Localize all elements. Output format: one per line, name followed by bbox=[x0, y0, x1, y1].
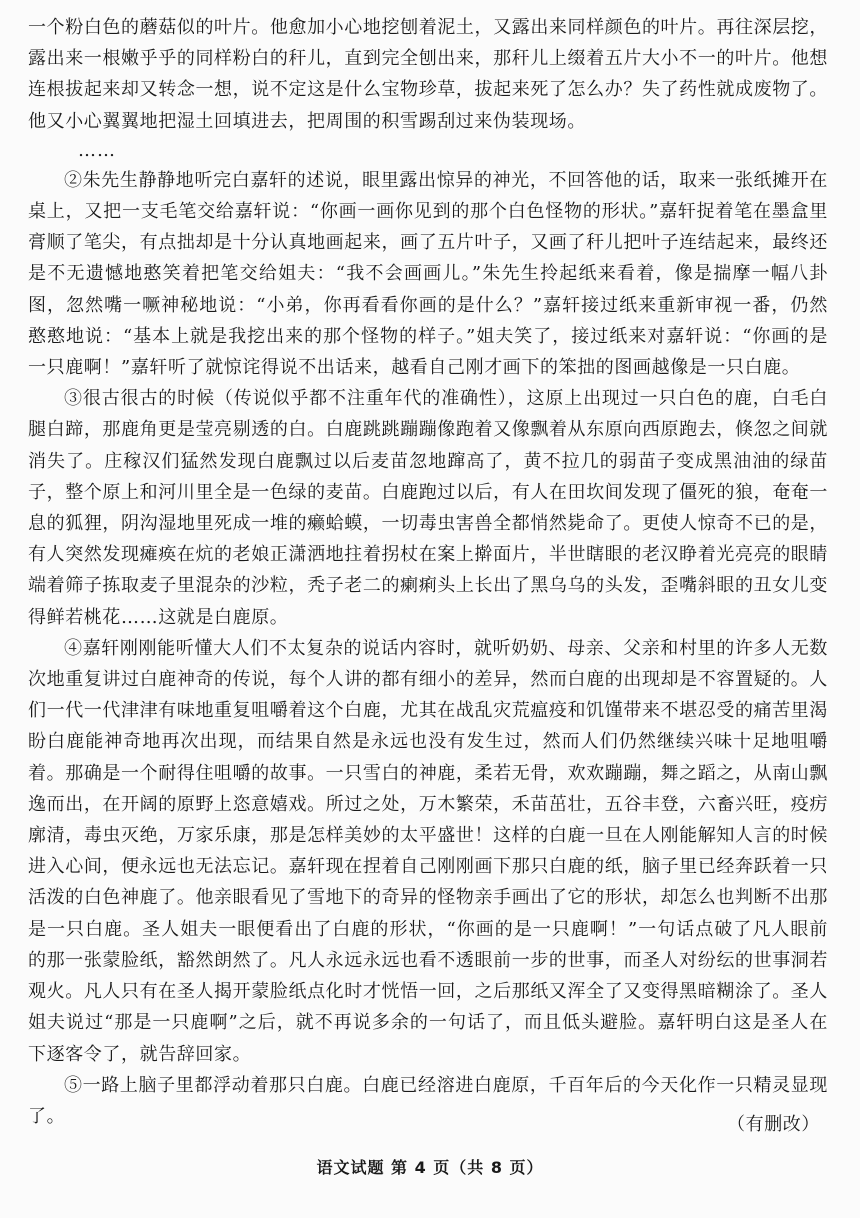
passage-body bbox=[28, 12, 828, 1132]
abridged-note: （有删改） bbox=[727, 1114, 820, 1135]
paragraph-2: ②朱先生静静地听完白嘉轩的述说，眼里露出惊异的神光，不回答他的话，取来一张纸摊开在桌上，又把一支毛笔交给嘉轩说：“你画一画你见到的那个白色怪物的形状。”嘉轩捉着笔在墨盒里膏顺了笔尖，有点拙却是十分认真地画起来，画了五片叶子，又画了秆儿把叶子连结起来，最终还是不无遗憾地憨笑着把笔交给姐夫：“我不会画画儿。”朱先生拎起纸来看着，像是揣摩一幅八卦图，忽然嘴一噘神秘地说：“小弟，你再看看你画的是什么？”嘉轩接过纸来重新审视一番，仍然憨憨地说：“基本上就是我挖出来的那个怪物的样子。”姐夫笑了，接过纸来对嘉轩说：“你画的是一只鹿啊！”嘉轩听了就惊诧得说不出话来，越看自己刚才画下的笨拙的图画越像是一只白鹿。 bbox=[28, 169, 828, 379]
ellipsis-line: …… bbox=[78, 139, 116, 161]
paragraph-4: ④嘉轩刚刚能听懂大人们不太复杂的说话内容时，就听奶奶、母亲、父亲和村里的许多人无数次地重复讲过白鹿神奇的传说，每个人讲的都有细小的差异，然而白鹿的出现却是不容置疑的。人们一代一代津津有味地重复咀嚼着这个白鹿，尤其在战乱灾荒瘟疫和饥馑带来不堪忍受的痛苦里渴盼白鹿能神奇地再次出现，而结果自然是永远也没有发生过，然而人们仍然继续兴味十足地咀嚼着。那确是一个耐得住咀嚼的故事。一只雪白的神鹿，柔若无骨，欢欢蹦蹦，舞之蹈之，从南山飘逸而出，在开阔的原野上恣意嬉戏。所过之处，万木繁荣，禾苗茁壮，五谷丰登，六畜兴旺，疫疠廓清，毒虫灭绝，万家乐康，那是怎样美妙的太平盛世！这样的白鹿一旦在人刚能解知人言的时候进入心间，便永远也无法忘记。嘉轩现在捏着自己刚刚画下那只白鹿的纸，脑子里已经奔跃着一只活泼的白色神鹿了。他亲眼看见了雪地下的奇异的怪物亲手画出了它的形状，却怎么也判断不出那是一只白鹿。圣人姐夫一眼便看出了白鹿的形状，“你画的是一只鹿啊！”一句话点破了凡人眼前的那一张蒙脸纸，豁然朗然了。凡人永远永远也看不透眼前一步的世事，而圣人对纷纭的世事洞若观火。凡人只有在圣人揭开蒙脸纸点化时才恍悟一回，之后那纸又浑全了又变得黑暗糊涂了。圣人姐夫说过“那是一只鹿啊”之后，就不再说多余的一句话了，而且低头避脸。嘉轩明白这是圣人在下逐客令了，就告辞回家。 bbox=[28, 637, 828, 1065]
paragraph-5: ⑤一路上脑子里都浮动着那只白鹿。白鹿已经溶进白鹿原，千百年后的今天化作一只精灵显现了。 bbox=[28, 1074, 828, 1127]
page-footer: 语文试题 第 4 页（共 8 页） bbox=[316, 1158, 544, 1177]
paragraph-continuation: 一个粉白色的蘑菇似的叶片。他愈加小心地挖刨着泥土，又露出来同样颜色的叶片。再往深层挖，露出来一根嫩乎乎的同样粉白的秆儿，直到完全刨出来，那秆儿上缀着五片大小不一的叶片。他想连根拔起来却又转念一想，说不定这是什么宝物珍草，拔起来死了怎么办？失了药性就成废物了。他又小心翼翼地把湿土回填进去，把周围的积雪踢刮过来伪装现场。 bbox=[28, 17, 828, 132]
paragraph-3: ③很古很古的时候（传说似乎都不注重年代的准确性），这原上出现过一只白色的鹿，白毛白腿白蹄，那鹿角更是莹亮剔透的白。白鹿跳跳蹦蹦像跑着又像飘着从东原向西原跑去，倏忽之间就消失了。庄稼汉们猛然发现白鹿飘过以后麦苗忽地蹿高了，黄不拉几的弱苗子变成黑油油的绿苗子，整个原上和河川里全是一色绿的麦苗。白鹿跑过以后，有人在田坎间发现了僵死的狼，奄奄一息的狐狸，阴沟湿地里死成一堆的癞蛤蟆，一切毒虫害兽全都悄然毙命了。更使人惊奇不已的是，有人突然发现瘫痪在炕的老娘正潇洒地拄着拐杖在案上擀面片，半世瞎眼的老汉睁着光亮亮的眼睛端着筛子拣取麦子里混杂的沙粒，秃子老二的瘌痢头上长出了黑乌乌的头发，歪嘴斜眼的丑女儿变得鲜若桃花……这就是白鹿原。 bbox=[28, 388, 828, 628]
